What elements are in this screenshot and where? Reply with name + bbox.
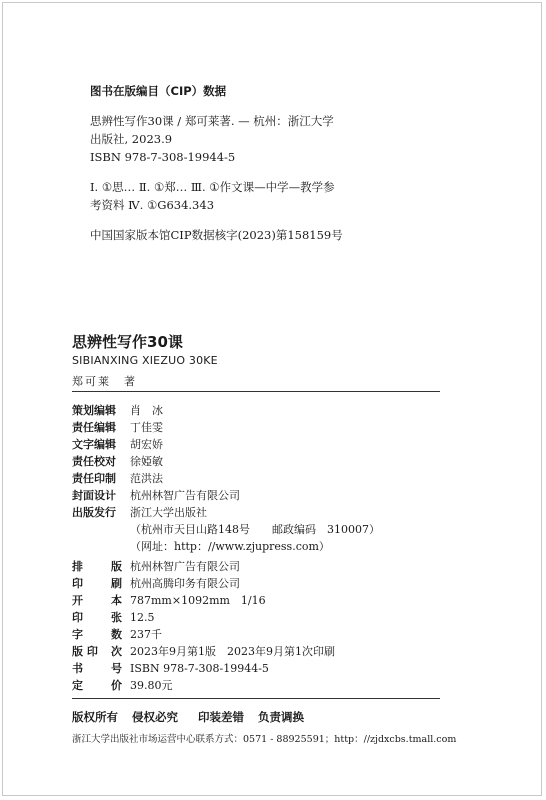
- credit-value: 范洪法: [130, 472, 163, 485]
- book-author: 郑可莱 著: [72, 375, 137, 388]
- spec-label-part: 版: [111, 560, 122, 573]
- credit-label: 出版发行: [72, 506, 116, 519]
- credit-value: 杭州林智广告有限公司: [130, 489, 240, 502]
- spec-label-part: 数: [111, 628, 122, 641]
- spec-label-part: 号: [111, 662, 122, 675]
- spec-label-part: 字: [72, 628, 83, 641]
- publisher-address-row: [72, 521, 452, 538]
- divider-bottom: [72, 698, 440, 699]
- publication-info: [72, 402, 452, 694]
- credit-row: [72, 504, 452, 521]
- rights-defects: 印装差错: [198, 710, 244, 724]
- rights-exchange: 负责调换: [258, 710, 304, 724]
- spec-value: 2023年9月第1版 2023年9月第1次印刷: [130, 645, 335, 658]
- publisher-website: （网址：http：//www.zjupress.com）: [130, 540, 330, 553]
- publisher-web-row: [72, 538, 452, 555]
- cip-approval-number: 中国国家版本馆CIP数据核字(2023)第158159号: [90, 228, 343, 242]
- cip-heading: 图书在版编目（CIP）数据: [90, 84, 227, 98]
- cip-catalog-line: 思辨性写作30课 / 郑可莱著. — 杭州：浙江大学: [90, 114, 334, 128]
- credit-value: 浙江大学出版社: [130, 506, 207, 519]
- spec-row: [72, 643, 452, 660]
- book-title: 思辨性写作30课: [72, 333, 183, 351]
- credit-label: 责任印制: [72, 472, 116, 485]
- rights-piracy: 侵权必究: [132, 710, 178, 724]
- spec-label-part: 张: [111, 611, 122, 624]
- credit-row: [72, 419, 452, 436]
- spec-value: 12.5: [130, 611, 155, 624]
- credit-row: [72, 487, 452, 504]
- cip-catalog-line: 出版社, 2023.9: [90, 132, 173, 146]
- spec-value: 杭州林智广告有限公司: [130, 560, 240, 573]
- credit-label: 策划编辑: [72, 404, 116, 417]
- cip-subject-line: Ⅰ. ①思… Ⅱ. ①郑… Ⅲ. ①作文课—中学—教学参: [90, 180, 335, 194]
- spec-row: [72, 592, 452, 609]
- credit-label: 责任编辑: [72, 421, 116, 434]
- spec-label-part: 书: [72, 662, 83, 675]
- spec-row: [72, 575, 452, 592]
- book-header: [72, 332, 452, 389]
- credit-label: 责任校对: [72, 455, 116, 468]
- credit-row: [72, 470, 452, 487]
- cip-subject-line: 考资料 Ⅳ. ①G634.343: [90, 198, 215, 212]
- credit-value: 徐婭敏: [130, 455, 163, 468]
- spec-value: 杭州高腾印务有限公司: [130, 577, 240, 590]
- spec-label-part: 印: [72, 611, 83, 624]
- credit-row: [72, 402, 452, 419]
- publisher-address: （杭州市天目山路148号 邮政编码 310007）: [130, 523, 380, 536]
- spec-label-part: 印: [72, 577, 83, 590]
- rights-block: [72, 709, 472, 745]
- spec-label-part: 定: [72, 679, 83, 692]
- credit-value: 丁佳雯: [130, 421, 163, 434]
- credit-row: [72, 453, 452, 470]
- spec-row: [72, 626, 452, 643]
- spec-label-part: 本: [111, 594, 122, 607]
- spec-label-part: 排: [72, 560, 83, 573]
- spec-value: ISBN 978-7-308-19944-5: [130, 662, 269, 675]
- spec-row: [72, 558, 452, 575]
- spec-value: 787mm×1092mm 1/16: [130, 594, 266, 607]
- book-title-pinyin: SIBIANXING XIEZUO 30KE: [72, 354, 218, 367]
- spec-label-part: 次: [111, 645, 122, 658]
- cip-isbn-line: ISBN 978-7-308-19944-5: [90, 150, 236, 164]
- rights-all-reserved: 版权所有: [72, 710, 118, 724]
- publisher-contact: 浙江大学出版社市场运营中心联系方式：0571 - 88925591；http：//zjdxcbs.tmall.com: [72, 734, 457, 745]
- spec-value: 39.80元: [130, 679, 173, 692]
- cip-data-block: [90, 82, 470, 244]
- spec-label-part: 版 印: [72, 645, 98, 658]
- credit-label: 封面设计: [72, 489, 116, 502]
- credit-label: 文字编辑: [72, 438, 116, 451]
- credit-row: [72, 436, 452, 453]
- spec-row: [72, 660, 452, 677]
- spec-label-part: 价: [111, 679, 122, 692]
- spec-value: 237千: [130, 628, 162, 641]
- spec-row: [72, 609, 452, 626]
- credit-value: 肖 冰: [130, 404, 163, 417]
- divider-top: [72, 391, 440, 392]
- spec-label-part: 刷: [111, 577, 122, 590]
- spec-label-part: 开: [72, 594, 83, 607]
- spec-row: [72, 677, 452, 694]
- rights-statement: [72, 709, 472, 725]
- credit-value: 胡宏娇: [130, 438, 163, 451]
